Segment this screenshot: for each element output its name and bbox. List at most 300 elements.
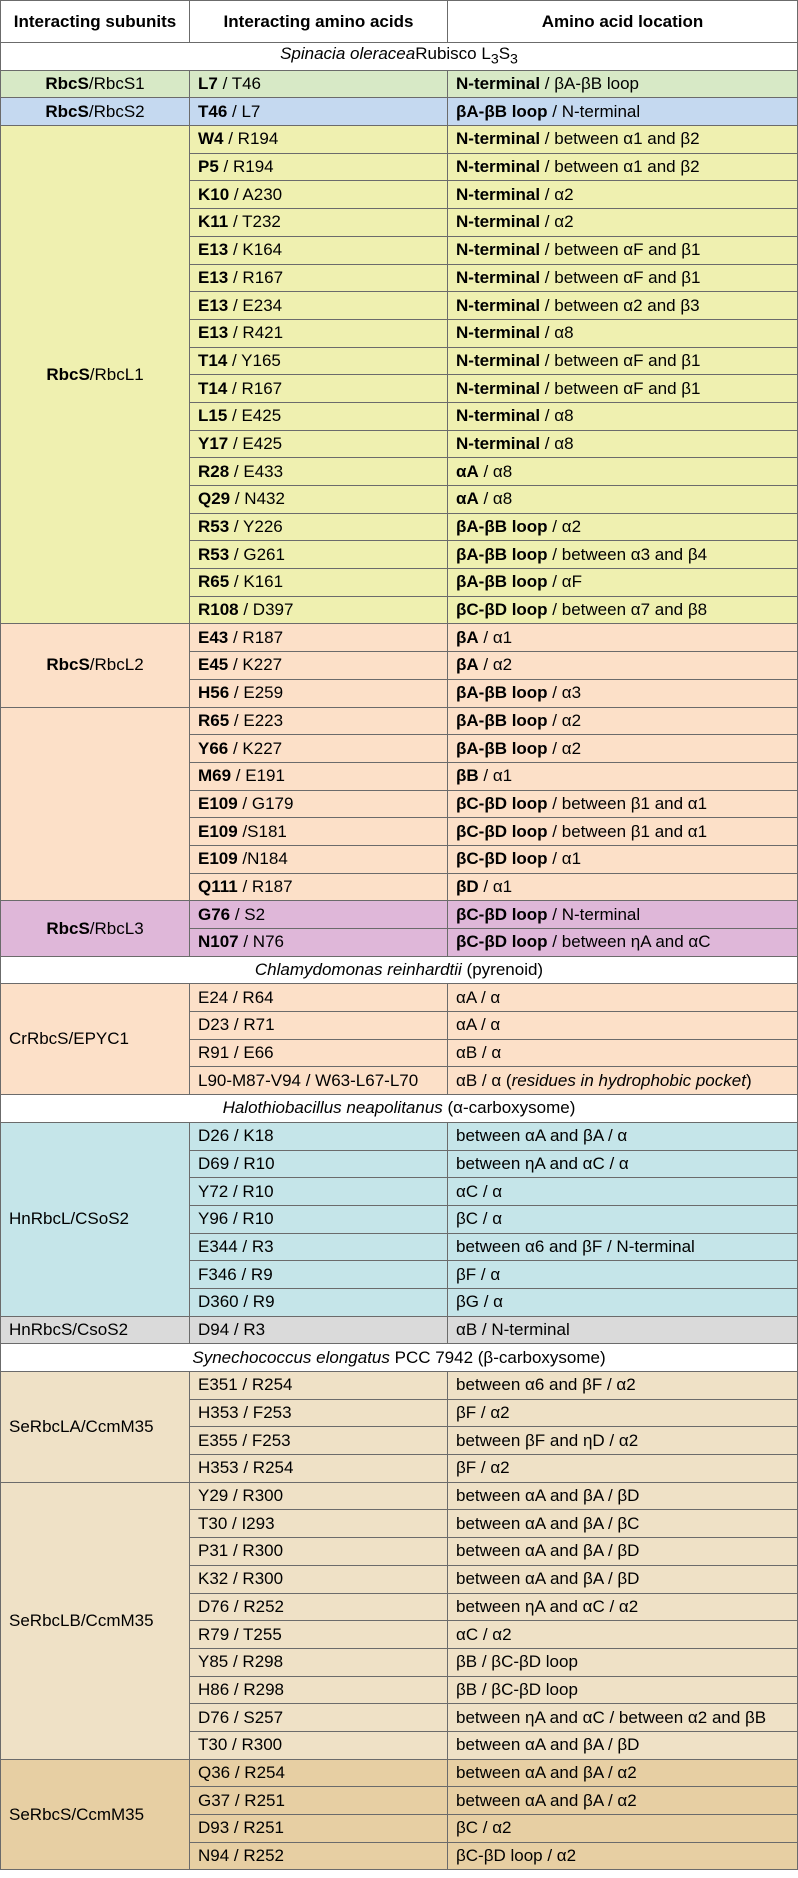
location-text: between α6 and βF / α2	[456, 1375, 636, 1395]
location-cell	[448, 596, 798, 624]
location-cell	[448, 1012, 798, 1040]
location-text: / between αF and β1	[540, 378, 701, 398]
amino-acid-text: / R167	[228, 267, 284, 287]
subunit-name: HnRbcL/CSoS2	[9, 1209, 130, 1229]
location-text: between αA and βA / βC	[456, 1513, 640, 1533]
amino-acid-bold: E13	[198, 267, 229, 287]
location-text: αB / α (	[456, 1070, 512, 1090]
amino-acid-text: / E425	[228, 433, 283, 453]
location-cell	[448, 1427, 798, 1455]
header-row	[1, 1, 798, 43]
amino-acid-cell	[190, 707, 448, 735]
table-row	[1, 984, 798, 1012]
location-cell	[448, 264, 798, 292]
location-text: / α3	[547, 683, 582, 703]
amino-acid-text: / Y165	[227, 350, 281, 370]
location-end: )	[745, 1070, 752, 1090]
amino-acid-cell	[190, 513, 448, 541]
amino-acid-bold: E45	[198, 655, 229, 675]
amino-acid-text: T30 / R300	[198, 1735, 283, 1755]
amino-acid-text: / S2	[230, 904, 266, 924]
location-text: / αF	[547, 572, 582, 592]
location-bold: N-terminal	[456, 350, 541, 370]
location-bold: N-terminal	[456, 323, 541, 343]
location-text: / α8	[478, 461, 513, 481]
location-bold: βD	[456, 876, 479, 896]
amino-acid-text: T30 / I293	[198, 1513, 275, 1533]
location-bold: N-terminal	[456, 378, 541, 398]
section-row	[1, 1344, 798, 1372]
location-bold: βA	[456, 655, 479, 675]
location-cell	[448, 652, 798, 680]
amino-acid-text: H353 / F253	[198, 1403, 292, 1423]
amino-acid-bold: K11	[198, 212, 229, 232]
table-row	[1, 707, 798, 735]
amino-acid-text: / T46	[217, 74, 261, 94]
amino-acid-text: Y96 / R10	[198, 1209, 274, 1229]
location-cell	[448, 319, 798, 347]
subunit-cell	[1, 901, 190, 956]
location-text: / between αF and β1	[540, 240, 701, 260]
amino-acid-cell	[190, 1288, 448, 1316]
subunit-cell	[1, 126, 190, 624]
amino-acid-cell	[190, 901, 448, 929]
location-cell	[448, 707, 798, 735]
amino-acid-bold: L7	[198, 74, 218, 94]
location-cell	[448, 818, 798, 846]
location-cell	[448, 347, 798, 375]
location-bold: βC-βD loop	[456, 904, 548, 924]
location-cell	[448, 1731, 798, 1759]
location-bold: βC-βD loop	[456, 849, 548, 869]
location-bold: βA-βB loop	[456, 710, 548, 730]
location-bold: N-terminal	[456, 212, 541, 232]
amino-acid-text: G37 / R251	[198, 1790, 285, 1810]
location-bold: N-terminal	[456, 406, 541, 426]
location-text: αB / α	[456, 1043, 502, 1063]
location-bold: N-terminal	[456, 267, 541, 287]
table-row	[1, 1372, 798, 1400]
subscript: 3	[490, 51, 499, 68]
amino-acid-cell	[190, 1621, 448, 1649]
amino-acid-cell	[190, 541, 448, 569]
location-cell	[448, 1205, 798, 1233]
amino-acid-text: D76 / S257	[198, 1707, 284, 1727]
subunit-name: SeRbcLA/CcmM35	[9, 1416, 154, 1436]
amino-acid-text: N94 / R252	[198, 1846, 284, 1866]
subunit-cell	[1, 1122, 190, 1316]
amino-acid-text: / L7	[227, 101, 261, 121]
location-text: / α1	[478, 766, 513, 786]
subscript: 3	[510, 51, 518, 68]
amino-acid-cell	[190, 458, 448, 486]
location-text: / α2	[540, 212, 574, 232]
amino-acid-text: / K227	[228, 655, 283, 675]
section-suffix: PCC 7942 (β-carboxysome)	[389, 1347, 606, 1367]
location-text: / between α7 and β8	[547, 600, 708, 620]
amino-acid-cell	[190, 486, 448, 514]
amino-acid-text: E24 / R64	[198, 987, 274, 1007]
location-text: βB / βC-βD loop	[456, 1652, 578, 1672]
amino-acid-cell	[190, 153, 448, 181]
amino-acid-cell	[190, 181, 448, 209]
location-cell	[448, 901, 798, 929]
location-text: between ηA and αC / between α2 and βB	[456, 1707, 767, 1727]
location-cell	[448, 1510, 798, 1538]
location-cell	[448, 126, 798, 154]
location-cell	[448, 1842, 798, 1870]
location-bold: βA-βB loop	[456, 683, 548, 703]
amino-acid-text: Y72 / R10	[198, 1181, 274, 1201]
amino-acid-text: / K161	[229, 572, 284, 592]
amino-acid-text: / D397	[238, 600, 294, 620]
location-text: αC / α2	[456, 1624, 512, 1644]
location-cell	[448, 735, 798, 763]
amino-acid-cell	[190, 126, 448, 154]
amino-acid-text: D76 / R252	[198, 1596, 284, 1616]
amino-acid-cell	[190, 375, 448, 403]
amino-acid-cell	[190, 1842, 448, 1870]
amino-acid-text: / R194	[223, 129, 279, 149]
location-text: αA / α	[456, 1015, 501, 1035]
subunit-bold: RbcS	[46, 655, 90, 675]
table-row	[1, 1122, 798, 1150]
amino-acid-bold: K10	[198, 184, 230, 204]
subunit-bold: RbcS	[45, 101, 89, 121]
amino-acid-cell	[190, 70, 448, 98]
location-bold: N-terminal	[456, 295, 541, 315]
location-text: / between α1 and β2	[540, 129, 700, 149]
amino-acid-text: E344 / R3	[198, 1236, 274, 1256]
species-name: Chlamydomonas reinhardtii	[254, 960, 462, 980]
amino-acid-text: F346 / R9	[198, 1264, 273, 1284]
amino-acid-cell	[190, 1759, 448, 1787]
location-cell	[448, 1233, 798, 1261]
amino-acid-cell	[190, 1067, 448, 1095]
table-row	[1, 624, 798, 652]
location-text: / between β1 and α1	[547, 821, 708, 841]
subunit-name: /RbcS2	[88, 101, 145, 121]
amino-acid-text: E351 / R254	[198, 1375, 293, 1395]
location-text: / α2	[547, 710, 582, 730]
location-cell	[448, 1815, 798, 1843]
location-cell	[448, 402, 798, 430]
amino-acid-bold: E13	[198, 240, 229, 260]
location-text: between αA and βA / α2	[456, 1790, 637, 1810]
amino-acid-cell	[190, 679, 448, 707]
amino-acid-bold: T14	[198, 378, 228, 398]
location-cell	[448, 1648, 798, 1676]
amino-acid-bold: M69	[198, 766, 232, 786]
location-cell	[448, 569, 798, 597]
location-text: / βA-βB loop	[540, 74, 640, 94]
table-row	[1, 1482, 798, 1510]
amino-acid-bold: R108	[198, 600, 239, 620]
location-cell	[448, 984, 798, 1012]
location-bold: N-terminal	[456, 184, 541, 204]
location-text: βC / α	[456, 1209, 503, 1229]
amino-acid-bold: R65	[198, 710, 230, 730]
amino-acid-text: / K164	[228, 240, 283, 260]
location-bold: βA-βB loop	[456, 544, 548, 564]
section-row	[1, 43, 798, 71]
section-suffix: Rubisco L	[415, 43, 491, 63]
amino-acid-cell	[190, 818, 448, 846]
location-cell	[448, 430, 798, 458]
amino-acid-cell	[190, 1205, 448, 1233]
subunit-cell	[1, 1316, 190, 1344]
amino-acid-bold: E13	[198, 323, 229, 343]
amino-acid-bold: N107	[198, 932, 239, 952]
location-cell	[448, 1759, 798, 1787]
location-text: / α1	[478, 627, 513, 647]
amino-acid-text: D26 / K18	[198, 1126, 274, 1146]
location-text: / α1	[547, 849, 582, 869]
amino-acid-text: / E223	[229, 710, 284, 730]
location-cell	[448, 1316, 798, 1344]
location-text: between αA and βA / βD	[456, 1486, 640, 1506]
amino-acid-text: Y29 / R300	[198, 1486, 284, 1506]
table-row	[1, 1759, 798, 1787]
subunit-name: SeRbcLB/CcmM35	[9, 1610, 154, 1630]
amino-acid-bold: E43	[198, 627, 229, 647]
amino-acid-cell	[190, 1261, 448, 1289]
species-name: Spinacia oleracea	[280, 43, 416, 63]
amino-acid-text: / E234	[228, 295, 283, 315]
subunit-cell	[1, 707, 190, 901]
amino-acid-cell	[190, 1012, 448, 1040]
location-bold: N-terminal	[456, 240, 541, 260]
amino-acid-text: / N76	[238, 932, 284, 952]
location-cell	[448, 375, 798, 403]
amino-acid-bold: R53	[198, 517, 230, 537]
amino-acid-bold: Q111	[198, 876, 238, 896]
amino-acid-text: /S181	[237, 821, 287, 841]
location-cell	[448, 458, 798, 486]
location-cell	[448, 1372, 798, 1400]
amino-acid-text: / R194	[218, 157, 274, 177]
location-cell	[448, 1565, 798, 1593]
location-bold: βA-βB loop	[456, 572, 548, 592]
location-bold: βC-βD loop	[456, 821, 548, 841]
amino-acid-bold: W4	[198, 129, 224, 149]
amino-acid-cell	[190, 569, 448, 597]
location-text: / N-terminal	[547, 904, 641, 924]
amino-acid-cell	[190, 1565, 448, 1593]
amino-acid-text: P31 / R300	[198, 1541, 284, 1561]
amino-acid-cell	[190, 873, 448, 901]
location-cell	[448, 70, 798, 98]
amino-acid-cell	[190, 1815, 448, 1843]
amino-acid-text: D94 / R3	[198, 1319, 266, 1339]
location-text: between ηA and αC / α	[456, 1153, 629, 1173]
subunit-bold: RbcS	[46, 364, 90, 384]
subunit-name: SeRbcS/CcmM35	[9, 1804, 145, 1824]
amino-acid-cell	[190, 402, 448, 430]
amino-acid-cell	[190, 790, 448, 818]
amino-acid-text: / E425	[227, 406, 282, 426]
location-bold: N-terminal	[456, 129, 541, 149]
amino-acid-cell	[190, 984, 448, 1012]
location-cell	[448, 236, 798, 264]
table-row	[1, 70, 798, 98]
amino-acid-text: / R421	[228, 323, 284, 343]
location-text: between βF and ηD / α2	[456, 1430, 639, 1450]
subunit-name: /RbcL1	[89, 364, 144, 384]
amino-acid-text: / G179	[237, 793, 294, 813]
location-text: αA / α	[456, 987, 501, 1007]
species-name: Halothiobacillus neapolitanus	[222, 1098, 443, 1118]
amino-acid-text: / R167	[227, 378, 283, 398]
amino-acid-bold: L15	[198, 406, 228, 426]
location-text: βC-βD loop / α2	[456, 1846, 577, 1866]
amino-acid-cell	[190, 264, 448, 292]
table-row	[1, 901, 798, 929]
amino-acid-text: / E191	[231, 766, 285, 786]
amino-acid-text: / R187	[237, 876, 293, 896]
amino-acid-cell	[190, 319, 448, 347]
amino-acid-cell	[190, 98, 448, 126]
amino-acid-cell	[190, 596, 448, 624]
subunit-cell	[1, 624, 190, 707]
amino-acid-cell	[190, 1510, 448, 1538]
location-text: / between α2 and β3	[540, 295, 700, 315]
section-title	[1, 43, 798, 71]
location-cell	[448, 1039, 798, 1067]
amino-acid-cell	[190, 1316, 448, 1344]
location-bold: βA-βB loop	[456, 101, 548, 121]
subunit-cell	[1, 1372, 190, 1483]
location-italic: residues in hydrophobic pocket	[511, 1070, 746, 1090]
location-bold: βA	[456, 627, 479, 647]
amino-acid-cell	[190, 1178, 448, 1206]
amino-acid-bold: Y66	[198, 738, 229, 758]
section-suffix: (pyrenoid)	[461, 960, 544, 980]
amino-acid-bold: E109	[198, 793, 238, 813]
amino-acid-cell	[190, 1482, 448, 1510]
location-cell	[448, 1704, 798, 1732]
location-cell	[448, 1538, 798, 1566]
location-cell	[448, 790, 798, 818]
amino-acid-cell	[190, 1399, 448, 1427]
amino-acid-cell	[190, 1233, 448, 1261]
location-text: / α2	[478, 655, 513, 675]
amino-acid-text: D360 / R9	[198, 1292, 275, 1312]
location-text: βF / α2	[456, 1403, 510, 1423]
location-cell	[448, 1122, 798, 1150]
amino-acid-text: D23 / R71	[198, 1015, 275, 1035]
location-cell	[448, 1676, 798, 1704]
location-text: βF / α2	[456, 1458, 510, 1478]
amino-acid-cell	[190, 430, 448, 458]
subunit-bold: RbcS	[46, 918, 90, 938]
subunit-name: HnRbcS/CsoS2	[9, 1319, 129, 1339]
location-text: / α2	[547, 738, 582, 758]
location-text: αB / N-terminal	[456, 1319, 570, 1339]
header-location: Amino acid location	[448, 1, 798, 43]
amino-acid-cell	[190, 1039, 448, 1067]
location-bold: βC-βD loop	[456, 932, 548, 952]
section-row	[1, 1095, 798, 1123]
amino-acid-bold: E109	[198, 821, 238, 841]
section-suffix-mid: S	[498, 43, 511, 63]
amino-acid-text: L90-M87-V94 / W63-L67-L70	[198, 1070, 419, 1090]
location-text: / between αF and β1	[540, 350, 701, 370]
subunit-name: /RbcL3	[89, 918, 144, 938]
location-cell	[448, 873, 798, 901]
location-bold: βC-βD loop	[456, 793, 548, 813]
amino-acid-cell	[190, 1122, 448, 1150]
amino-acid-cell	[190, 762, 448, 790]
section-title	[1, 1344, 798, 1372]
location-text: between αA and βA / βD	[456, 1569, 640, 1589]
amino-acid-cell	[190, 1731, 448, 1759]
location-text: βC / α2	[456, 1818, 512, 1838]
table-row	[1, 126, 798, 154]
amino-acid-cell	[190, 1787, 448, 1815]
location-cell	[448, 209, 798, 237]
amino-acid-text: E355 / F253	[198, 1430, 291, 1450]
section-row	[1, 956, 798, 984]
location-cell	[448, 1150, 798, 1178]
amino-acid-text: / K227	[228, 738, 283, 758]
location-cell	[448, 1178, 798, 1206]
location-cell	[448, 153, 798, 181]
table-body	[1, 43, 798, 1870]
amino-acid-bold: Q29	[198, 489, 231, 509]
location-text: βB / βC-βD loop	[456, 1679, 578, 1699]
location-cell	[448, 486, 798, 514]
amino-acid-cell	[190, 1704, 448, 1732]
amino-acid-text: / N432	[230, 489, 285, 509]
amino-acid-cell	[190, 1593, 448, 1621]
subunit-cell	[1, 70, 190, 98]
location-cell	[448, 513, 798, 541]
amino-acid-bold: E109	[198, 849, 238, 869]
location-text: between αA and βA / α	[456, 1126, 628, 1146]
location-text: / between ηA and αC	[547, 932, 711, 952]
amino-acid-cell	[190, 236, 448, 264]
amino-acid-text: / E433	[229, 461, 284, 481]
amino-acid-text: H353 / R254	[198, 1458, 294, 1478]
location-text: / between β1 and α1	[547, 793, 708, 813]
subunit-cell	[1, 984, 190, 1095]
amino-acid-bold: P5	[198, 157, 219, 177]
location-cell	[448, 1399, 798, 1427]
amino-acid-text: R79 / T255	[198, 1624, 282, 1644]
amino-acid-text: / E259	[229, 683, 284, 703]
location-cell	[448, 181, 798, 209]
header-subunits: Interacting subunits	[1, 1, 190, 43]
amino-acid-text: /N184	[237, 849, 288, 869]
amino-acid-bold: R53	[198, 544, 230, 564]
location-cell	[448, 624, 798, 652]
amino-acid-text: D93 / R251	[198, 1818, 284, 1838]
location-cell	[448, 1621, 798, 1649]
amino-acid-cell	[190, 292, 448, 320]
location-cell	[448, 1261, 798, 1289]
location-bold: N-terminal	[456, 157, 541, 177]
amino-acid-cell	[190, 1372, 448, 1400]
location-text: between αA and βA / βD	[456, 1541, 640, 1561]
location-cell	[448, 1482, 798, 1510]
location-bold: βC-βD loop	[456, 600, 548, 620]
location-cell	[448, 98, 798, 126]
amino-acid-text: / T232	[228, 212, 281, 232]
location-cell	[448, 1593, 798, 1621]
amino-acid-bold: H56	[198, 683, 230, 703]
location-bold: βA-βB loop	[456, 517, 548, 537]
